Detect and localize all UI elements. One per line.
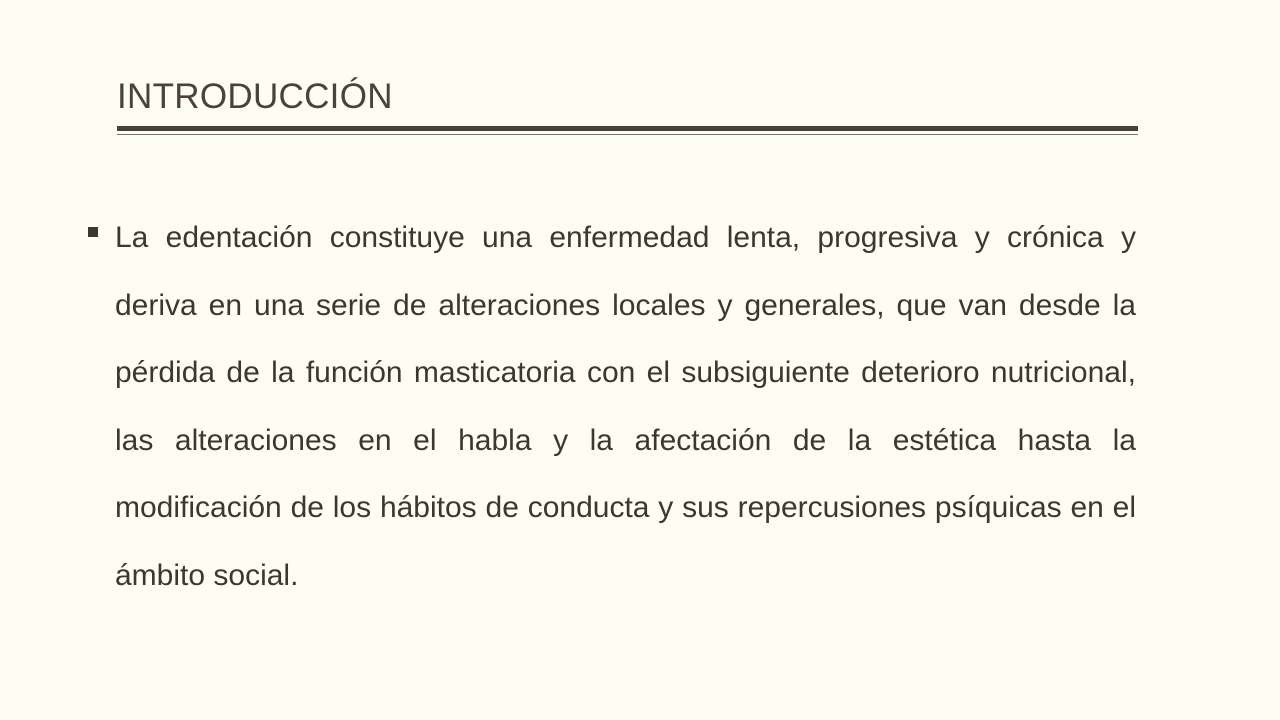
bullet-text: La edentación constituye una enfermedad lenta, progresiva y crónica y deriva en una serie de alteraciones locales y generales, que van desde la pérdida de la función masticatoria con el subsiguiente deterioro nutricional, las alteraciones en el habla y la afectación de la estética hasta la modificación de los hábitos de conducta y sus repercusiones psíquicas en el ámbito social. [115, 221, 1136, 592]
slide-title: INTRODUCCIÓN [117, 77, 393, 116]
title-divider-thin [117, 134, 1138, 135]
title-divider-thick [117, 126, 1138, 131]
square-bullet-icon [88, 227, 98, 237]
